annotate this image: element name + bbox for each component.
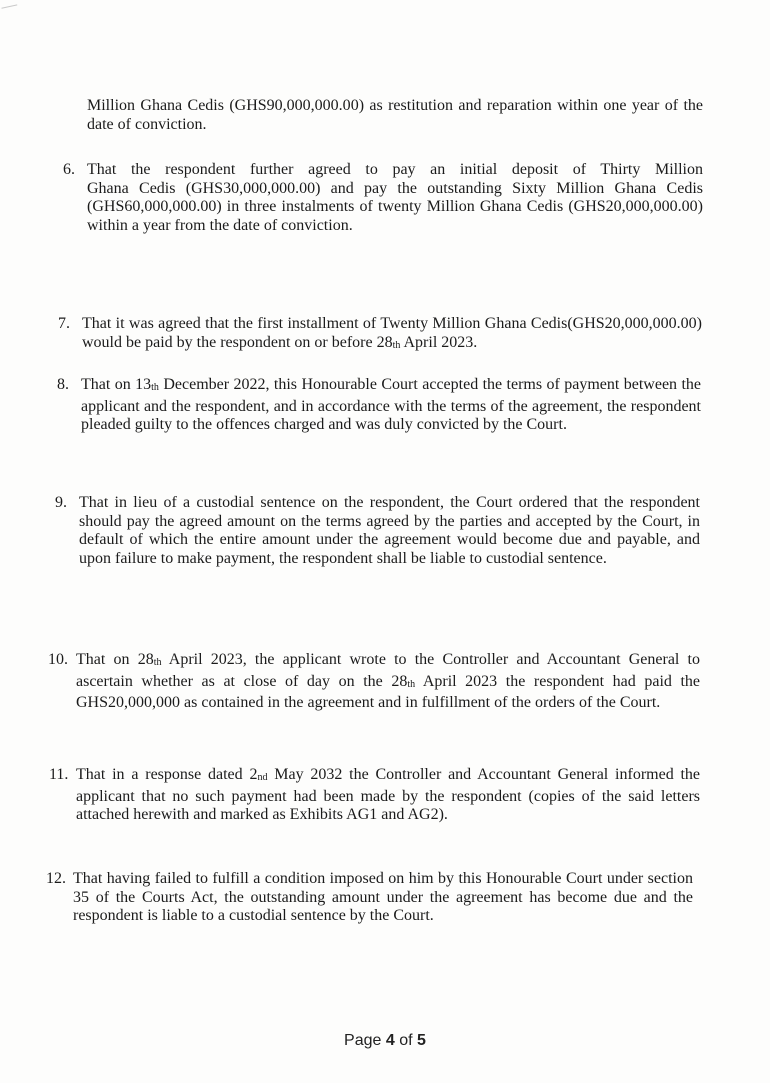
paragraph-11-date-day: 2: [249, 766, 258, 783]
paragraph-11-number: 11.: [49, 766, 69, 783]
page-footer: [0, 1032, 770, 1050]
paragraph-10-date2-day: 28: [391, 672, 408, 690]
paragraph-10-text-b: April 2023, the applicant wrote to the Controller and Accountant General to ascertain whether as at close of day on the: [76, 651, 701, 690]
paragraph-10-date1-day: 28: [137, 651, 154, 668]
paragraph-10-text-c: April 2023 the respondent had paid the GHS20,000,000 as contained in the agreement and in fulfillment of the orders of the Court.: [76, 672, 701, 711]
paragraph-6-text-part2: Ghana Cedis (GHS30,000,000.00) and pay the outstanding Sixty Million Ghana Cedis (GHS60,000,000.00) in three instalments of twenty Million Ghana Cedis (GHS20,000,000.00) within a year from the date of conviction.: [87, 179, 703, 234]
paragraph-9: [79, 494, 700, 568]
paragraph-7-text-b: April 2023.: [403, 333, 478, 351]
paragraph-10-number: 10.: [48, 651, 68, 668]
paragraph-7-date-suffix: th: [392, 339, 401, 351]
paragraph-11-text-a: That in a response dated: [76, 766, 243, 783]
continuation-text: Million Ghana Cedis (GHS90,000,000.00) as restitution and reparation within one year of the date of conviction.: [87, 97, 703, 133]
paragraph-6-text-part1: That the respondent further agreed to pay an initial deposit of Thirty Million: [87, 161, 703, 178]
paragraph-10: [76, 651, 700, 713]
paragraph-7-number: 7.: [58, 315, 70, 332]
paragraph-8-text-a: That on: [81, 376, 131, 393]
paragraph-7-date-day: 28: [376, 333, 393, 351]
paragraph-10-date1-suffix: th: [153, 657, 162, 668]
paragraph-12-text: That having failed to fulfill a condition imposed on him by this Honourable Court under section 35 of the Courts Act, the outstanding amount under the agreement has become due and the respondent is liable to a custodial sentence by the Court.: [73, 870, 693, 924]
paragraph-10-date2-suffix: th: [407, 678, 416, 690]
continuation-paragraph: [87, 97, 703, 134]
paragraph-6: [87, 161, 703, 235]
footer-prefix: Page: [344, 1032, 382, 1049]
scan-mark: [1, 4, 18, 14]
paragraph-12-number: 12.: [46, 870, 66, 887]
paragraph-8-date-suffix: th: [151, 382, 159, 393]
paragraph-12: [73, 870, 693, 926]
paragraph-8-date-day: 13: [135, 376, 152, 393]
paragraph-9-text: That in lieu of a custodial sentence on the respondent, the Court ordered that the respondent should pay the agreed amount on the terms agreed by the parties and accepted by the Court, in default of which the entire amount under the agreement would become due and payable, and upon failure to make payment, the respondent shall be liable to custodial sentence.: [79, 494, 700, 567]
paragraph-11-date-suffix: nd: [257, 772, 268, 783]
paragraph-6-number: 6.: [63, 161, 75, 178]
footer-current-page: 4: [385, 1032, 395, 1049]
paragraph-10-text-a: That on: [76, 651, 130, 668]
footer-of: of: [399, 1032, 413, 1049]
paragraph-7: [82, 315, 702, 355]
paragraph-11: [76, 766, 700, 825]
paragraph-8-number: 8.: [57, 376, 69, 393]
paragraph-8: [81, 376, 701, 435]
footer-total-pages: 5: [417, 1032, 426, 1049]
paragraph-9-number: 9.: [55, 494, 67, 511]
paragraph-11-text-b: May 2032 the Controller and Accountant General informed the applicant that no such payment had been made by the respondent (copies of the said letters attached herewith and marked as Exhibits AG1 and AG2).: [76, 766, 701, 823]
paragraph-8-text-b: December 2022, this Honourable Court accepted the terms of payment between the applicant and the respondent, and in accordance with the terms of the agreement, the respondent pleaded guilty to the offences charged and was duly convicted by the Court.: [81, 376, 702, 433]
paragraph-7-text-a: That it was agreed that the first installment of Twenty Million Ghana Cedis(GHS20,000,000.00) would be paid by the respondent on or before: [82, 315, 702, 351]
